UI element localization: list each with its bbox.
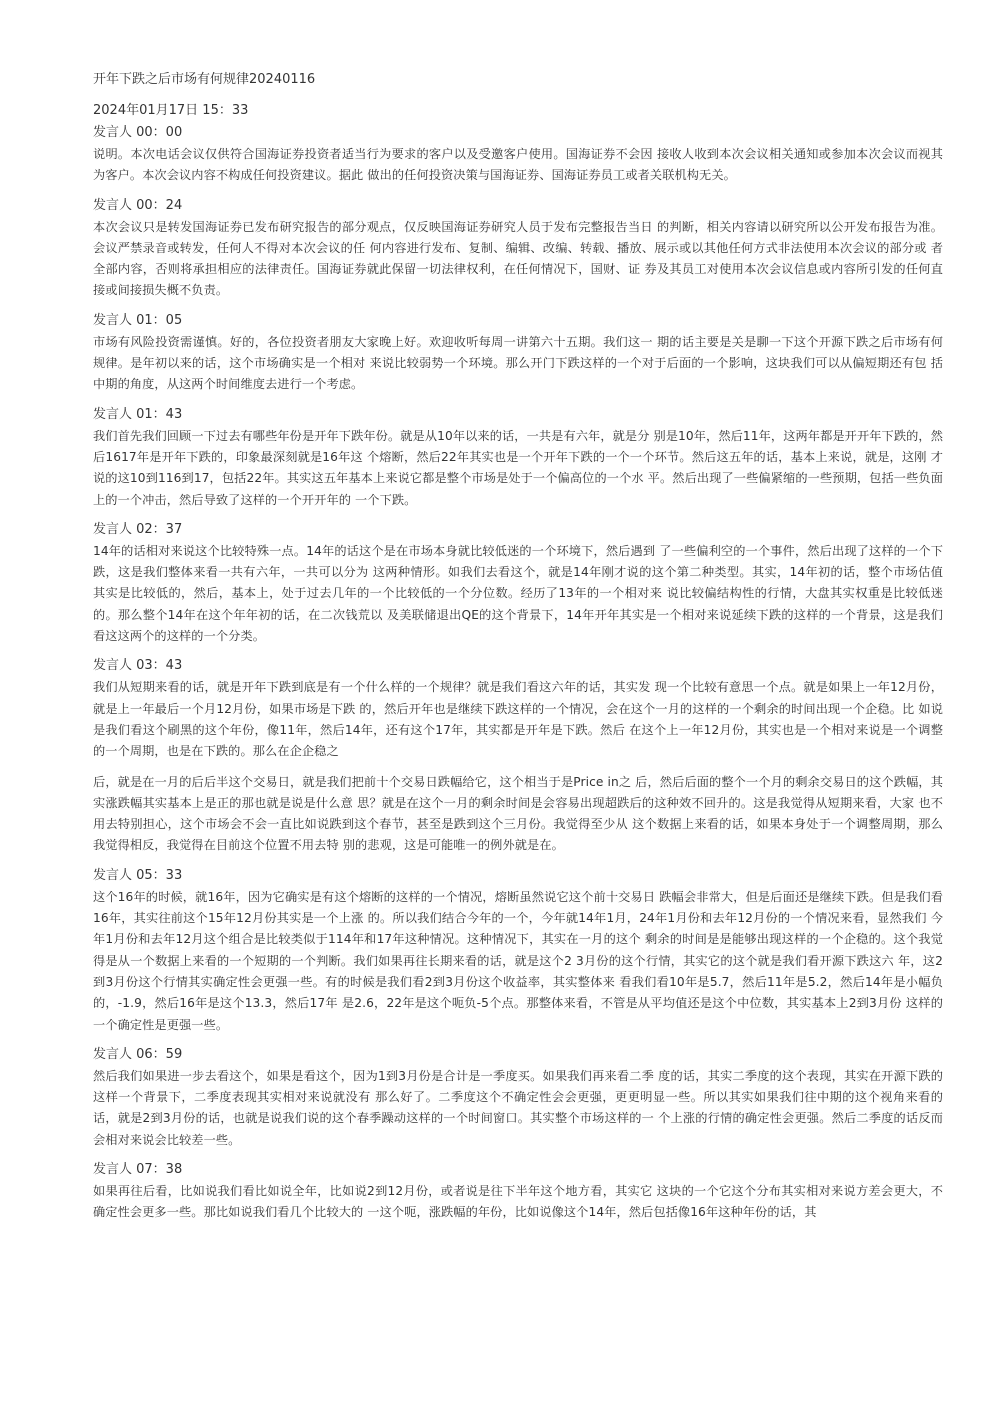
transcript-section	[93, 655, 943, 856]
transcript-section	[93, 404, 943, 511]
transcript-section	[93, 195, 943, 302]
speaker-timestamp: 发言人 06：59	[93, 1046, 183, 1062]
document-title: 开年下跌之后市场有何规律20240116	[93, 72, 316, 87]
transcript-paragraph: 如果再往后看，比如说我们看比如说全年，比如说2到12月份，或者说是往下半年这个地方看，其实它 这块的一个它这个分布其实相对来说方差会更大，不确定性会更多一些。那比如说我们看几个比较大的 一这个呃，涨跌幅的年份，比如说像这个14年，然后包括像16年这种年份的话，其	[93, 1183, 943, 1220]
speaker-timestamp: 发言人 07：38	[93, 1161, 183, 1177]
speaker-timestamp: 发言人 02：37	[93, 521, 183, 537]
transcript-section	[93, 519, 943, 647]
transcript-paragraph: 我们首先我们回顾一下过去有哪些年份是开年下跌年份。就是从10年以来的话，一共是有六年，就是分 别是10年，然后11年，这两年都是开开年下跌的，然后1617年是开年下跌的，印象最深刻就是16年这 个熔断，然后22年其实也是一个开年下跌的一个一个环节。然后这五年的话，基本上来说，就是，这刚 才说的这10到116到17，包括22年。其实这五年基本上来说它都是整个市场是处于一个偏高位的一个水 平。然后出现了一些偏紧缩的一些预期，包括一些负面上的一个冲击，然后导致了这样的一个开开年的 一个下跌。	[93, 428, 943, 507]
transcript-paragraph: 我们从短期来看的话，就是开年下跌到底是有一个什么样的一个规律？就是我们看这六年的话，其实发 现一个比较有意思一个点。就是如果上一年12月份，就是上一年最后一个月12月份，如果市场是下跌 的，然后开年也是继续下跌这样的一个情况，会在这个一月的这样的一个剩余的时间出现一个企稳。比 如说是我们看这个刷黑的这个年份，像11年，然后14年，还有这个17年，其实都是开年是下跌。然后 在这个上一年12月份，其实也是一个相对来说是一个调整的一个周期，也是在下跌的。那么在企企稳之	[93, 680, 943, 759]
speaker-timestamp: 发言人 00：00	[93, 125, 183, 140]
transcript-paragraph: 后，就是在一月的后后半这个交易日，就是我们把前十个交易日跌幅给它，这个相当于是Price in之 后，然后后面的整个一个月的剩余交易日的这个跌幅，其实涨跌幅其实基本上是正的那也就是说是什么意 思？就是在这个一月的剩余时间是会容易出现超跌后的这种效不回升的。这是我觉得从短期来看，大家 也不用去特别担心，这个市场会不会一直比如说跌到这个春节，甚至是跌到这个三月份。我觉得至少从 这个数据上来看的话，如果本身处于一个调整周期，那么我觉得相反，我觉得在目前这个位置不用去特 别的悲观，这是可能唯一的例外就是在。	[93, 774, 943, 853]
speaker-timestamp: 发言人 00：24	[93, 197, 183, 213]
transcript-paragraph: 14年的话相对来说这个比较特殊一点。14年的话这个是在市场本身就比较低迷的一个环境下，然后遇到 了一些偏利空的一个事件，然后出现了这样的一个下跌，这是我们整体来看一共有六年，一共可以分为 这两种情形。如我们去看这个，就是14年刚才说的这个第二种类型。其实，14年初的话，整个市场估值 其实是比较低的，然后，基本上，处于过去几年的一个比较低的一个分位数。经历了13年的一个相对来 说比较偏结构性的行情，大盘其实权重是比较低迷的。那么整个14年在这个年年初的话，在二次钱荒以 及美联储退出QE的这个背景下，14年开年其实是一个相对来说延续下跌的这样的一个背景，这是我们 看这这两个的这样的一个分类。	[93, 543, 943, 644]
transcript-paragraph: 市场有风险投资需谨慎。好的，各位投资者朋友大家晚上好。欢迎收听每周一讲第六十五期。我们这一 期的话主要是关是聊一下这个开源下跌之后市场有何规律。是年初以来的话，这个市场确实是一个相对 来说比较弱势一个环境。那么开门下跌这样的一个对于后面的一个影响，这块我们可以从偏短期还有包 括中期的角度，从这两个时间维度去进行一个考虑。	[93, 334, 943, 392]
speaker-timestamp: 发言人 05：33	[93, 867, 183, 883]
speaker-timestamp: 发言人 03：43	[93, 658, 183, 674]
transcript-paragraph: 说明。本次电话会议仅供符合国海证券投资者适当行为要求的客户以及受邀客户使用。国海证券不会因 接收人收到本次会议相关通知或参加本次会议而视其为客户。本次会议内容不构成任何投资建议。据此 做出的任何投资决策与国海证券、国海证券员工或者关联机构无关。	[93, 147, 943, 183]
transcript-section	[93, 865, 943, 1036]
transcript-paragraph: 然后我们如果进一步去看这个，如果是看这个，因为1到3月份是合计是一季度买。如果我们再来看二季 度的话，其实二季度的这个表现，其实在开源下跌的这样一个背景下，二季度表现其实相对来说就没有 那么好了。二季度这个不确定性会会更强，更更明显一些。所以其实如果我们往中期的这个视角来看的 话，就是2到3月份的话，也就是说我们说的这个春季躁动这样的一个时间窗口。其实整个市场这样的一 个上涨的行情的确定性会更强。然后二季度的话反而会相对来说会比较差一些。	[93, 1068, 943, 1147]
transcript-paragraph: 这个16年的时候，就16年，因为它确实是有这个熔断的这样的一个情况，熔断虽然说它这个前十交易日 跌幅会非常大，但是后面还是继续下跌。但是我们看16年，其实往前这个15年12月份其实是一个上涨 的。所以我们结合今年的一个，今年就14年1月，24年1月份和去年12月份的一个情况来看，显然我们 今年1月份和去年12月这个组合是比较类似于114年和17年这种情况。这种情况下，其实在一月的这个 剩余的时间是是能够出现这样的一个企稳的。这个我觉得是从一个数据上来看的一个短期的一个判断。我们如果再往长期来看的话，就是这个2 3月份的这个行情，其实它的这个就是我们看开源下跌这六 年，这2到3月份这个行情其实确定性会更强一些。有的时候是我们看2到3月份这个收益率，其实整体来 看我们看10年是5.7，然后11年是5.2，然后14年是小幅负的，-1.9，然后16年是这个13.3，然后17年 是2.6，22年是这个呃负-5个点。那整体来看，不管是从平均值还是这个中位数，其实基本上2到3月份 这样的一个确定性是更强一些。	[93, 889, 943, 1032]
document-date: 2024年01月17日 15：33	[93, 103, 249, 118]
speaker-timestamp: 发言人 01：43	[93, 406, 183, 422]
transcript-paragraph: 本次会议只是转发国海证券已发布研究报告的部分观点，仅反映国海证券研究人员于发布完整报告当日 的判断，相关内容请以研究所以公开发布报告为准。会议严禁录音或转发，任何人不得对本次会议的任 何内容进行发布、复制、编辑、改编、转载、播放、展示或以其他任何方式非法使用本次会议的部分或 者全部内容，否则将承担相应的法律责任。国海证券就此保留一切法律权利，在任何情况下，国财、证 券及其员工对使用本次会议信息或内容所引发的任何直接或间接损失概不负责。	[93, 219, 943, 298]
transcript-section	[93, 122, 943, 187]
transcript-section	[93, 310, 943, 396]
transcript-section	[93, 1044, 943, 1151]
document-page	[93, 68, 943, 1232]
transcript-section	[93, 1159, 943, 1224]
speaker-timestamp: 发言人 01：05	[93, 312, 183, 328]
